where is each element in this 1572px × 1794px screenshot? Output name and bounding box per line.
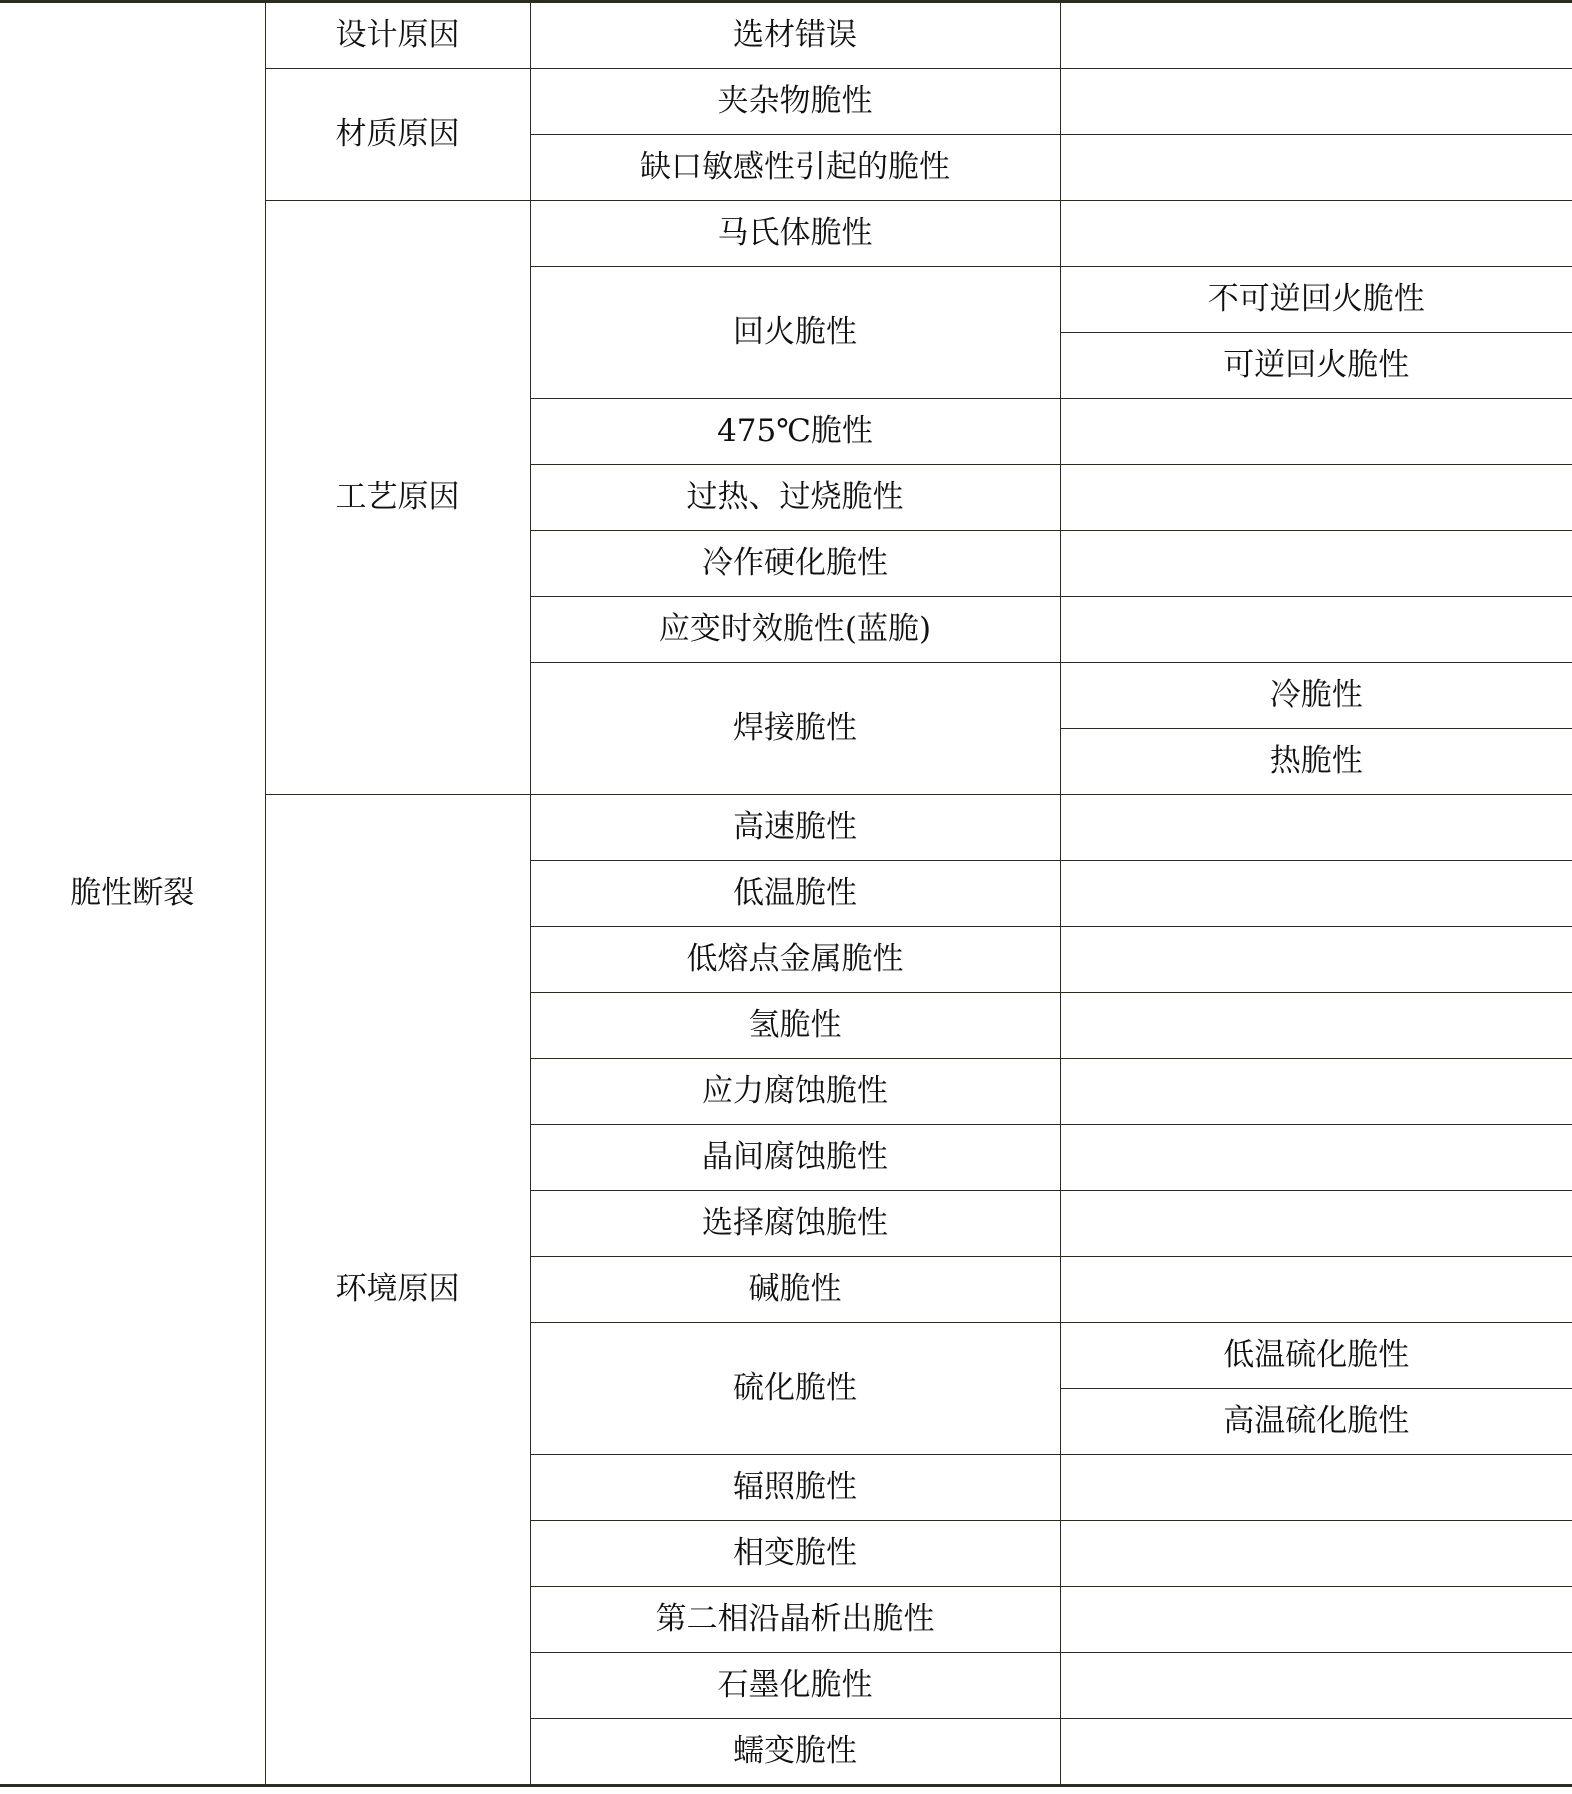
- item-cell: 晶间腐蚀脆性: [530, 1125, 1060, 1191]
- item-cell: 石墨化脆性: [530, 1653, 1060, 1719]
- item-cell: 选择腐蚀脆性: [530, 1191, 1060, 1257]
- item-cell: 相变脆性: [530, 1521, 1060, 1587]
- item-cell: 氢脆性: [530, 993, 1060, 1059]
- table-body: [0, 2, 1572, 1786]
- empty-subtype-cell: [1060, 1521, 1572, 1587]
- empty-subtype-cell: [1060, 531, 1572, 597]
- empty-subtype-cell: [1060, 399, 1572, 465]
- subtype-cell: 不可逆回火脆性: [1060, 267, 1572, 333]
- empty-subtype-cell: [1060, 1125, 1572, 1191]
- item-cell: 辐照脆性: [530, 1455, 1060, 1521]
- empty-subtype-cell: [1060, 993, 1572, 1059]
- subtype-cell: 高温硫化脆性: [1060, 1389, 1572, 1455]
- empty-subtype-cell: [1060, 795, 1572, 861]
- item-cell: 475℃脆性: [530, 399, 1060, 465]
- item-cell: 冷作硬化脆性: [530, 531, 1060, 597]
- cause-cell: 工艺原因: [265, 201, 530, 795]
- empty-subtype-cell: [1060, 465, 1572, 531]
- item-cell: 碱脆性: [530, 1257, 1060, 1323]
- item-cell: 高速脆性: [530, 795, 1060, 861]
- item-cell: 缺口敏感性引起的脆性: [530, 135, 1060, 201]
- item-cell: 蠕变脆性: [530, 1719, 1060, 1786]
- empty-subtype-cell: [1060, 69, 1572, 135]
- item-cell: 低温脆性: [530, 861, 1060, 927]
- empty-subtype-cell: [1060, 1191, 1572, 1257]
- subtype-cell: 可逆回火脆性: [1060, 333, 1572, 399]
- empty-subtype-cell: [1060, 1587, 1572, 1653]
- empty-subtype-cell: [1060, 2, 1572, 69]
- item-cell: 应变时效脆性(蓝脆): [530, 597, 1060, 663]
- subtype-cell: 热脆性: [1060, 729, 1572, 795]
- empty-subtype-cell: [1060, 1653, 1572, 1719]
- item-cell: 回火脆性: [530, 267, 1060, 399]
- item-cell: 马氏体脆性: [530, 201, 1060, 267]
- cause-cell: 材质原因: [265, 69, 530, 201]
- table-row: [0, 2, 1572, 69]
- item-cell: 第二相沿晶析出脆性: [530, 1587, 1060, 1653]
- category-cell: 脆性断裂: [0, 2, 265, 1786]
- empty-subtype-cell: [1060, 927, 1572, 993]
- item-cell: 应力腐蚀脆性: [530, 1059, 1060, 1125]
- subtype-cell: 低温硫化脆性: [1060, 1323, 1572, 1389]
- empty-subtype-cell: [1060, 1059, 1572, 1125]
- item-cell: 低熔点金属脆性: [530, 927, 1060, 993]
- empty-subtype-cell: [1060, 1719, 1572, 1786]
- cause-cell: 环境原因: [265, 795, 530, 1786]
- item-cell: 过热、过烧脆性: [530, 465, 1060, 531]
- item-cell: 夹杂物脆性: [530, 69, 1060, 135]
- item-cell: 焊接脆性: [530, 663, 1060, 795]
- empty-subtype-cell: [1060, 1257, 1572, 1323]
- item-cell: 硫化脆性: [530, 1323, 1060, 1455]
- cause-cell: 设计原因: [265, 2, 530, 69]
- empty-subtype-cell: [1060, 1455, 1572, 1521]
- subtype-cell: 冷脆性: [1060, 663, 1572, 729]
- item-cell: 选材错误: [530, 2, 1060, 69]
- empty-subtype-cell: [1060, 201, 1572, 267]
- empty-subtype-cell: [1060, 861, 1572, 927]
- empty-subtype-cell: [1060, 135, 1572, 201]
- empty-subtype-cell: [1060, 597, 1572, 663]
